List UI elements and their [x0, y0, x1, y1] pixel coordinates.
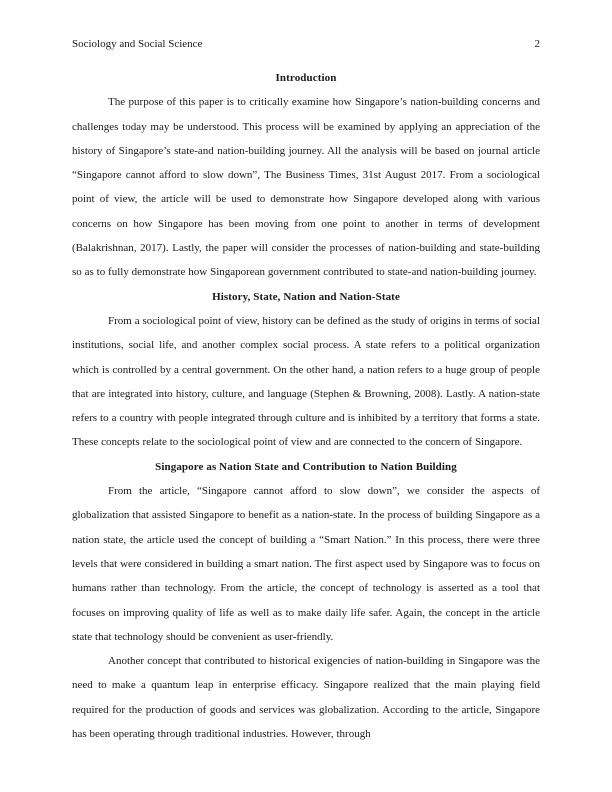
page-number: 2: [534, 38, 540, 50]
section-heading-introduction: Introduction: [275, 72, 337, 84]
section-paragraph-closing: Another concept that contributed to historical exigencies of nation-building in Singapore was the need to make a quantum leap in enterprise efficacy. Singapore realized that the main playing field required for the production of goods and services was globalization. According to the article, Singapore has been operating through traditional industries. However, through: [72, 655, 540, 741]
section-heading-singapore-nation-state: Singapore as Nation State and Contribution to Nation Building: [155, 460, 457, 473]
running-header: [72, 36, 540, 52]
section-heading-history-state-nation: History, State, Nation and Nation-State: [212, 290, 400, 303]
section-paragraph-introduction: The purpose of this paper is to critically examine how Singapore’s nation-building concerns and challenges today may be understood. This process will be examined by applying an appreciation of the history of Singapore’s state-and nation-building journey. All the analysis will be based on journal article “Singapore cannot afford to slow down”, The Business Times, 31st August 2017. From a sociological point of view, the article will be used to demonstrate how Singapore developed along with various concerns on how Singapore has been moving from one point to another in terms of development (Balakrishnan, 2017). Lastly, the paper will consider the processes of nation-building and state-building so as to fully demonstrate how Singaporean government contributed to state-and nation-building journey.: [72, 96, 540, 279]
header-title: Sociology and Social Science: [72, 38, 203, 50]
section-paragraph-history-state-nation: From a sociological point of view, history can be defined as the study of origins in terms of social institutions, social life, and another complex social process. A state refers to a political organization which is controlled by a central government. On the other hand, a nation refers to a huge group of people that are integrated into history, culture, and language (Stephen & Browning, 2008). Lastly. A nation-state refers to a country with people integrated through culture and is inhibited by a territory that forms a state. These concepts relate to the sociological point of view and are connected to the concern of Singapore.: [72, 314, 540, 449]
document-body: [72, 66, 540, 746]
section-paragraph-singapore-nation-state: From the article, “Singapore cannot afford to slow down”, we consider the aspects of globalization that assisted Singapore to benefit as a nation-state. In the process of building Singapore as a nation state, the article used the concept of building a “Smart Nation.” In this process, there were three levels that were considered in building a smart nation. The first aspect used by Singapore was to focus on humans rather than technology. From the article, the concept of technology is asserted as a tool that focuses on improving quality of life as well as to make daily life safer. Again, the concept in the article state that technology should be convenient as user-friendly.: [72, 485, 540, 643]
